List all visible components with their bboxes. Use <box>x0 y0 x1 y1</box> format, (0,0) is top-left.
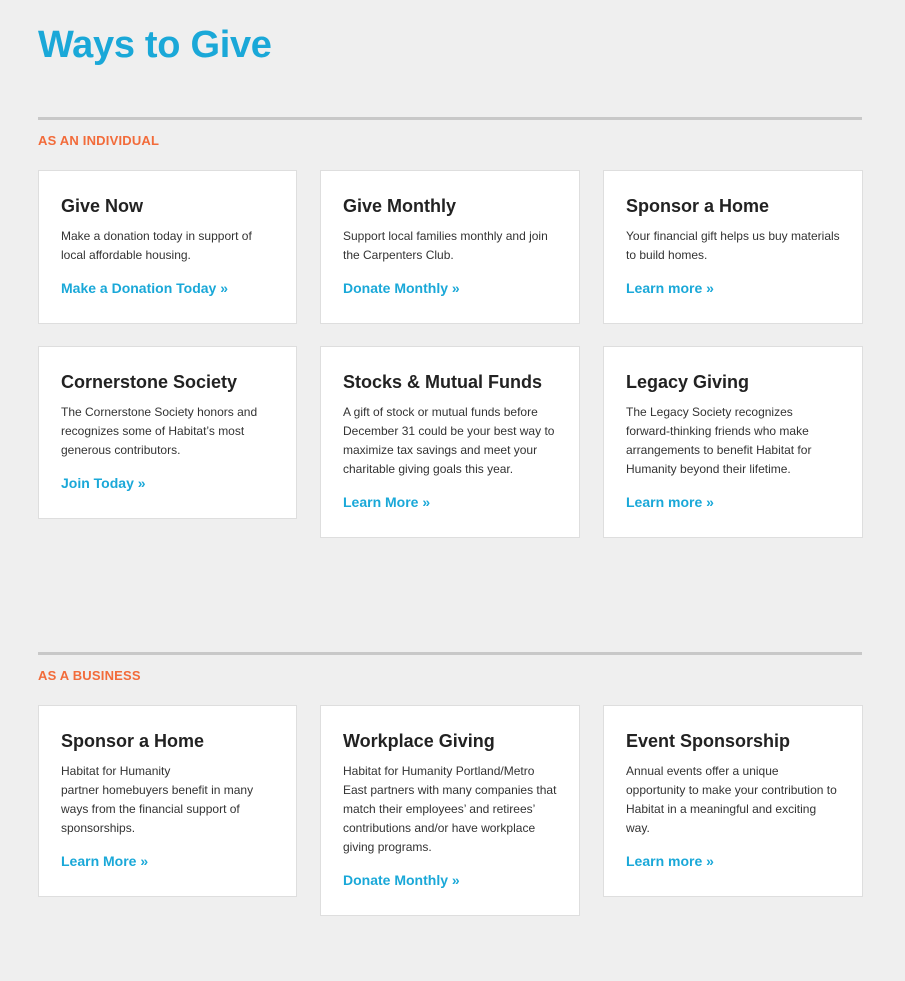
individual-divider <box>38 117 862 120</box>
card-title: Legacy Giving <box>626 372 750 392</box>
learn-more-link[interactable]: Learn more » <box>626 494 714 510</box>
make-donation-link[interactable]: Make a Donation Today » <box>61 280 228 296</box>
card-give-monthly <box>320 170 580 324</box>
card-title: Sponsor a Home <box>626 196 770 216</box>
card-description: Annual events offer a unique opportunity to make your contribution to Habitat in a meaningful and exciting way. <box>626 764 837 835</box>
card-workplace-giving <box>320 705 580 916</box>
card-description: A gift of stock or mutual funds before December 31 could be your best way to maximize tax savings and meet your charitable giving goals this year. <box>343 405 555 476</box>
card-title: Cornerstone Society <box>61 372 238 392</box>
learn-more-link[interactable]: Learn More » <box>343 494 431 510</box>
learn-more-link[interactable]: Learn more » <box>626 853 714 869</box>
card-title: Sponsor a Home <box>61 731 205 751</box>
learn-more-link[interactable]: Learn More » <box>61 853 149 869</box>
card-description: Make a donation today in support of local affordable housing. <box>61 229 252 262</box>
business-card-grid <box>38 705 862 916</box>
card-title: Give Now <box>61 196 144 216</box>
section-label-business: AS A BUSINESS <box>38 668 141 683</box>
individual-card-grid <box>38 170 862 538</box>
page-title: Ways to Give <box>38 24 272 66</box>
card-description: The Cornerstone Society honors and recognizes some of Habitat’s most generous contributors. <box>61 405 258 457</box>
card-sponsor-a-home <box>603 170 863 324</box>
section-label-individual: AS AN INDIVIDUAL <box>38 133 160 148</box>
card-event-sponsorship <box>603 705 863 897</box>
card-stocks-mutual-funds <box>320 346 580 538</box>
card-title: Workplace Giving <box>343 731 495 751</box>
card-title: Stocks & Mutual Funds <box>343 372 543 392</box>
card-description: The Legacy Society recognizes forward-thinking friends who make arrangements to benefit Habitat for Humanity beyond their lifetime. <box>626 405 812 476</box>
donate-monthly-link[interactable]: Donate Monthly » <box>343 872 460 888</box>
card-description: Habitat for Humanity partner homebuyers benefit in many ways from the financial support of sponsorships. <box>61 764 254 835</box>
card-title: Give Monthly <box>343 196 457 216</box>
card-cornerstone-society <box>38 346 297 519</box>
card-business-sponsor-a-home <box>38 705 297 897</box>
card-title: Event Sponsorship <box>626 731 791 751</box>
card-description: Habitat for Humanity Portland/Metro East partners with many companies that match their employees’ and retirees’ contributions and/or have workplace giving programs. <box>343 764 557 854</box>
learn-more-link[interactable]: Learn more » <box>626 280 714 296</box>
card-description: Your financial gift helps us buy materials to build homes. <box>626 229 840 262</box>
card-description: Support local families monthly and join the Carpenters Club. <box>343 229 548 262</box>
card-legacy-giving <box>603 346 863 538</box>
business-divider <box>38 652 862 655</box>
card-give-now <box>38 170 297 324</box>
join-today-link[interactable]: Join Today » <box>61 475 146 491</box>
donate-monthly-link[interactable]: Donate Monthly » <box>343 280 460 296</box>
